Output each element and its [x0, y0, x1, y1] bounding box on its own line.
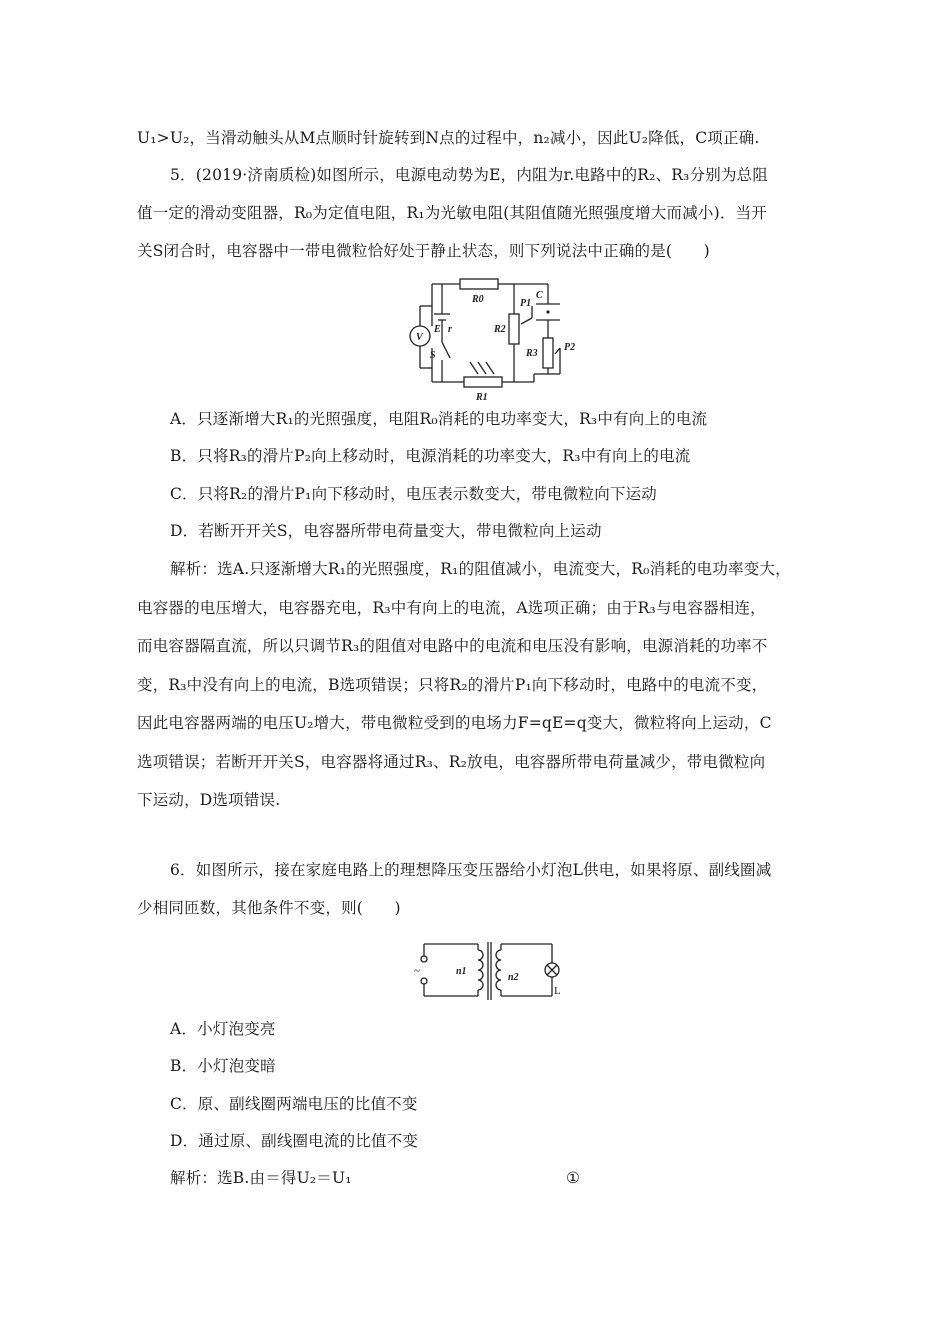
q6-analysis-line-1: 解析：选B.由＝得U₂＝U₁ — [170, 1169, 352, 1187]
q5-analysis-line-1: 解析：选A.只逐渐增大R₁的光照强度，R₁的阻值减小，电流变大，R₀消耗的电功率变大， — [170, 560, 791, 578]
equation-number: ① — [566, 1169, 581, 1187]
label-lamp: L — [554, 985, 561, 997]
q5-stem-line-1: 5．(2019·济南质检)如图所示，电源电动势为E，内阻为r.电路中的R₂、R₃分别为总阻 — [170, 166, 769, 184]
q5-stem-line-3: 关S闭合时，电容器中一带电微粒恰好处于静止状态，则下列说法中正确的是( ) — [137, 242, 710, 260]
q5-analysis-line-6: 选项错误；若断开开关S，电容器将通过R₃、R₂放电，电容器所带电荷量减少，带电微粒向 — [137, 753, 766, 771]
q5-option-b: B．只将R₃的滑片P₂向上移动时，电源消耗的功率变大，R₃中有向上的电流 — [170, 447, 691, 465]
q6-stem-line-1: 6．如图所示，接在家庭电路上的理想降压变压器给小灯泡L供电，如果将原、副线圈减 — [170, 861, 772, 879]
label-r2: R2 — [494, 324, 506, 335]
q5-analysis-line-2: 电容器的电压增大，电容器充电，R₃中有向上的电流，A选项正确；由于R₃与电容器相连， — [137, 599, 766, 617]
q6-option-d: D．通过原、副线圈电流的比值不变 — [170, 1132, 419, 1150]
label-n2: n2 — [508, 972, 519, 983]
q5-analysis-line-4: 变，R₃中没有向上的电流，B选项错误；只将R₂的滑片P₁向下移动时，电路中的电流不变， — [137, 676, 768, 694]
q5-circuit-diagram — [408, 276, 586, 406]
q6-option-a: A．小灯泡变亮 — [170, 1020, 276, 1038]
label-r: r — [448, 324, 452, 335]
label-r0: R0 — [472, 294, 484, 305]
label-v: V — [416, 332, 423, 343]
label-e: E — [434, 324, 441, 335]
label-r1: R1 — [476, 392, 488, 403]
q5-stem-line-2: 值一定的滑动变阻器，R₀为定值电阻，R₁为光敏电阻(其阻值随光照强度增大而减小)．当开 — [137, 204, 767, 222]
label-r3: R3 — [526, 348, 538, 359]
label-s: S — [430, 350, 436, 361]
label-n1: n1 — [456, 966, 467, 977]
q5-option-a: A．只逐渐增大R₁的光照强度，电阻R₀消耗的电功率变大，R₃中有向上的电流 — [170, 410, 708, 428]
label-c: C — [536, 290, 543, 301]
q5-analysis-line-5: 因此电容器两端的电压U₂增大，带电微粒受到的电场力F=qE=q变大，微粒将向上运动，C — [137, 714, 772, 732]
q6-option-b: B．小灯泡变暗 — [170, 1057, 276, 1075]
intro-line: U₁>U₂，当滑动触头从M点顺时针旋转到N点的过程中，n₂减小，因此U₂降低，C项正确. — [137, 129, 760, 147]
q6-stem-line-2: 少相同匝数，其他条件不变，则( ) — [137, 899, 401, 917]
label-p2: P2 — [564, 342, 576, 353]
q5-analysis-line-7: 下运动，D选项错误. — [137, 791, 281, 809]
q6-option-c: C．原、副线圈两端电压的比值不变 — [170, 1095, 418, 1113]
label-p1: P1 — [520, 298, 532, 309]
q5-option-c: C．只将R₂的滑片P₁向下移动时，电压表示数变大，带电微粒向下运动 — [170, 485, 657, 503]
ac-source-icon: ~ — [414, 965, 420, 977]
q6-transformer-diagram — [412, 934, 574, 1008]
q5-analysis-line-3: 而电容器隔直流，所以只调节R₃的阻值对电路中的电流和电压没有影响，电源消耗的功率不 — [137, 637, 768, 655]
q5-option-d: D．若断开开关S，电容器所带电荷量变大，带电微粒向上运动 — [170, 522, 602, 540]
